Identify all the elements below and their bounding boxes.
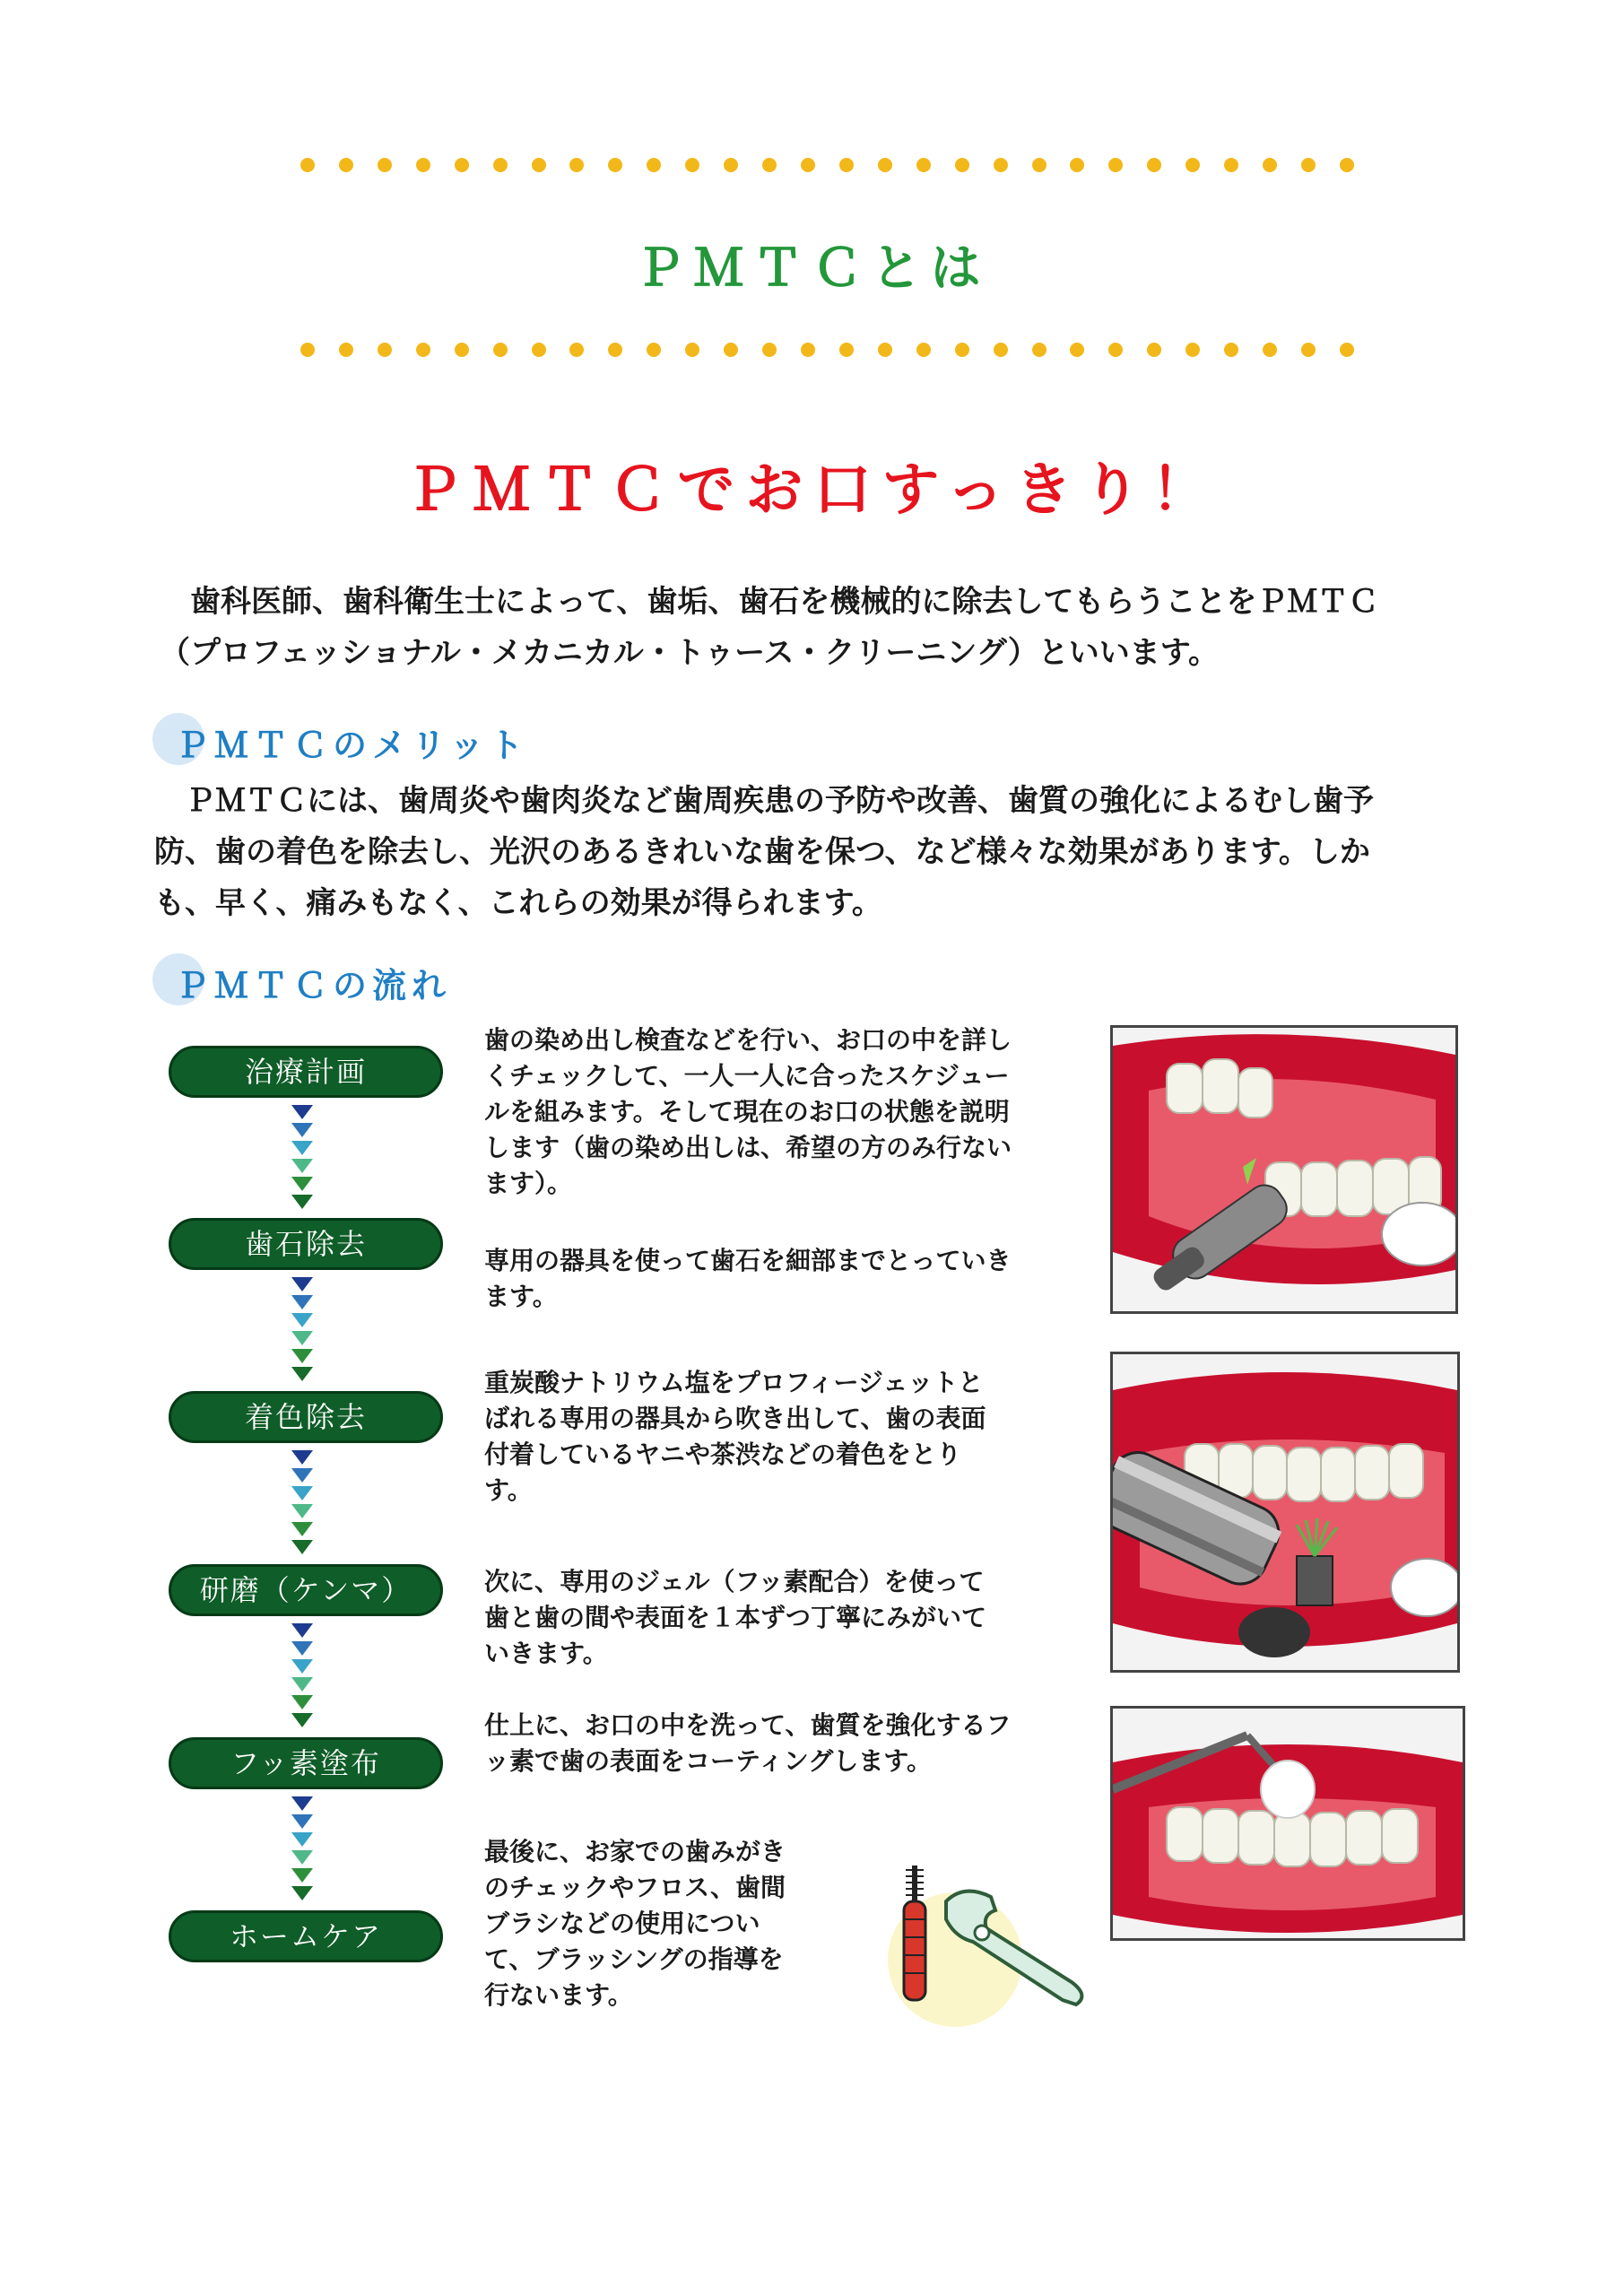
dot-icon [608, 158, 622, 172]
dot-icon [1108, 158, 1123, 172]
dot-icon [647, 158, 661, 172]
flow-heading: ＰＭＴＣの流れ [175, 966, 452, 1005]
step-description: 専用の器具を使って歯石を細部までとっていき ます。 [484, 1246, 1012, 1311]
chevron-down-icon [288, 1139, 317, 1157]
dot-icon [1340, 158, 1354, 172]
dot-icon [839, 158, 854, 172]
dot-icon [532, 343, 546, 357]
dot-icon [493, 343, 508, 357]
chevron-down-icon [288, 1657, 317, 1675]
dot-icon [1070, 158, 1084, 172]
dot-icon [762, 343, 777, 357]
dot-icon [916, 343, 931, 357]
dot-icon [724, 343, 738, 357]
home-care-tools-illustration [847, 1848, 1099, 2027]
dot-icon [608, 343, 622, 357]
dot-icon [801, 158, 815, 172]
chevron-down-icon [288, 1675, 317, 1693]
chevron-down-icon [288, 1466, 317, 1484]
chevron-down-icon [288, 1813, 317, 1831]
dot-icon [339, 343, 353, 357]
chevron-down-icon [288, 1365, 317, 1383]
dot-icon [685, 158, 699, 172]
dot-icon [1108, 343, 1123, 357]
dot-icon [955, 343, 969, 357]
dot-icon [1263, 343, 1277, 357]
dot-icon [1147, 158, 1161, 172]
dot-icon [839, 343, 854, 357]
chevron-down-icon [288, 1103, 317, 1121]
chevron-down-icon [288, 1293, 317, 1311]
merit-heading: ＰＭＴＣのメリット [175, 726, 529, 765]
dot-icon [416, 343, 430, 357]
flow-arrow-icon [288, 1622, 317, 1729]
chevron-down-icon [288, 1502, 317, 1520]
dot-icon [1032, 158, 1046, 172]
dot-icon [1070, 343, 1084, 357]
dot-icon [801, 343, 815, 357]
flow-arrow-icon [288, 1275, 317, 1383]
dot-icon [493, 158, 508, 172]
chevron-down-icon [288, 1347, 317, 1365]
chevron-down-icon [288, 1693, 317, 1711]
chevron-down-icon [288, 1484, 317, 1502]
intro-line: （プロフェッショナル・メカニカル・トゥース・クリーニング）といいます。 [160, 635, 1219, 671]
chevron-down-icon [288, 1448, 317, 1466]
chevron-down-icon [288, 1520, 317, 1538]
merit-line: 防、歯の着色を除去し、光沢のあるきれいな歯を保つ、など様々な効果があります。しか [154, 834, 1370, 870]
dot-icon [878, 343, 892, 357]
scaling-illustration [1110, 1025, 1458, 1314]
chevron-down-icon [288, 1538, 317, 1556]
chevron-down-icon [288, 1711, 317, 1729]
chevron-down-icon [288, 1848, 317, 1866]
polishing-illustration [1110, 1352, 1460, 1673]
dot-icon [1185, 343, 1200, 357]
bottom-dot-border [300, 341, 1354, 359]
step-pill-fluoride: フッ素塗布 [169, 1737, 443, 1789]
dot-icon [1032, 343, 1046, 357]
dot-icon [1147, 343, 1161, 357]
flow-arrow-icon [288, 1795, 317, 1902]
step-pill-planning: 治療計画 [169, 1046, 443, 1098]
flow-arrow-icon [288, 1448, 317, 1556]
dot-icon [724, 158, 738, 172]
dot-icon [569, 158, 584, 172]
dot-icon [378, 343, 392, 357]
merit-line: ＰＭＴＣには、歯周炎や歯肉炎など歯周疾患の予防や改善、歯質の強化によるむし歯予 [154, 783, 1374, 819]
step-description: 歯の染め出し検査などを行い、お口の中を詳し くチェックして、一人一人に合ったスケジュー ルを組みます。そして現在のお口の状態を説明 します（歯の染め出しは、希望の方のみ行ない ます）。 [484, 1025, 1012, 1198]
dot-icon [1263, 158, 1277, 172]
step-description: 最後に、お家での歯みがき のチェックやフロス、歯間 ブラシなどの使用につい て、ブラッシングの指導を 行ないます。 [484, 1837, 786, 2010]
dot-icon [339, 158, 353, 172]
dot-icon [1301, 343, 1316, 357]
chevron-down-icon [288, 1639, 317, 1657]
dot-icon [455, 158, 469, 172]
step-description: 重炭酸ナトリウム塩をプロフィージェットと ばれる専用の器具から吹き出して、歯の表面 付着しているヤニや茶渋などの着色をとり す。 [484, 1368, 986, 1505]
dot-icon [994, 343, 1008, 357]
merit-line: も、早く、痛みもなく、これらの効果が得られます。 [154, 885, 882, 921]
merit-paragraph [154, 776, 1472, 929]
dot-icon [455, 343, 469, 357]
dot-icon [1224, 343, 1238, 357]
intro-paragraph [160, 577, 1469, 679]
dot-icon [569, 343, 584, 357]
step-pill-stain-removal: 着色除去 [169, 1391, 443, 1443]
step-description: 次に、専用のジェル（フッ素配合）を使って 歯と歯の間や表面を１本ずつ丁寧にみがいて いきます。 [484, 1567, 987, 1668]
chevron-down-icon [288, 1157, 317, 1175]
dot-icon [685, 343, 699, 357]
chevron-down-icon [288, 1121, 317, 1139]
chevron-down-icon [288, 1275, 317, 1293]
chevron-down-icon [288, 1329, 317, 1347]
flow-arrow-icon [288, 1103, 317, 1211]
page-title: ＰＭＴＣとは [634, 239, 990, 298]
intro-line: 歯科医師、歯科衛生士によって、歯垢、歯石を機械的に除去してもらうことをＰＭＴＣ [160, 584, 1379, 620]
fluoride-illustration [1110, 1706, 1465, 1941]
dot-icon [1224, 158, 1238, 172]
step-pill-polishing: 研磨（ケンマ） [169, 1564, 443, 1616]
dot-icon [1301, 158, 1316, 172]
chevron-down-icon [288, 1175, 317, 1193]
chevron-down-icon [288, 1884, 317, 1902]
chevron-down-icon [288, 1311, 317, 1329]
dot-icon [878, 158, 892, 172]
dot-icon [994, 158, 1008, 172]
headline: ＰＭＴＣでお口すっきり！ [404, 457, 1220, 524]
dot-icon [300, 158, 315, 172]
dot-icon [532, 158, 546, 172]
chevron-down-icon [288, 1866, 317, 1884]
chevron-down-icon [288, 1831, 317, 1848]
dot-icon [955, 158, 969, 172]
dot-icon [378, 158, 392, 172]
dot-icon [416, 158, 430, 172]
top-dot-border [300, 156, 1354, 174]
dot-icon [647, 343, 661, 357]
step-description: 仕上に、お口の中を洗って、歯質を強化するフ ッ素で歯の表面をコーティングします。 [484, 1710, 1012, 1776]
dot-icon [916, 158, 931, 172]
dot-icon [762, 158, 777, 172]
chevron-down-icon [288, 1622, 317, 1639]
dot-icon [1340, 343, 1354, 357]
chevron-down-icon [288, 1795, 317, 1813]
step-pill-tartar-removal: 歯石除去 [169, 1218, 443, 1270]
step-pill-home-care: ホームケア [169, 1910, 443, 1962]
dot-icon [1185, 158, 1200, 172]
chevron-down-icon [288, 1193, 317, 1211]
dot-icon [300, 343, 315, 357]
